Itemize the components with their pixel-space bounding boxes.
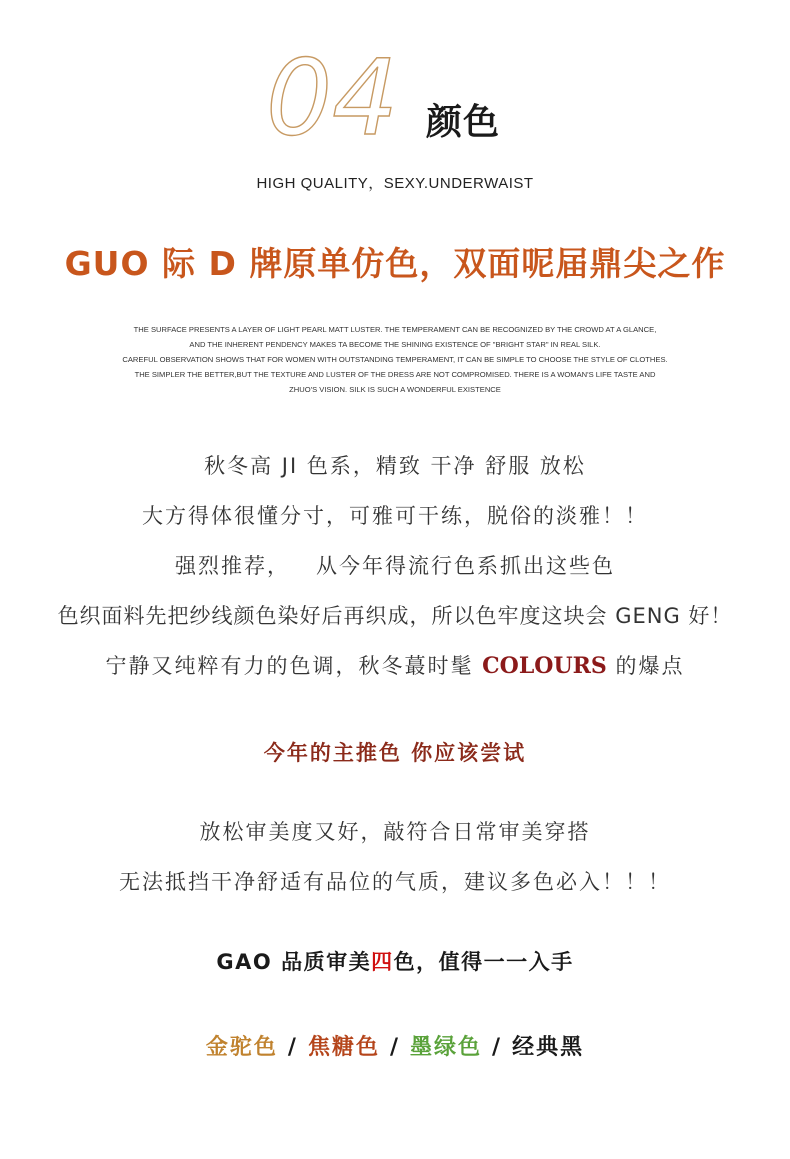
svg-text:04: 04 (266, 44, 399, 144)
description-line: CAREFUL OBSERVATION SHOWS THAT FOR WOMEN WITH OUTSTANDING TEMPERAMENT, IT CAN BE SIMPLE TO CHOOSE THE STYLE OF CLOTHES. (122, 355, 668, 364)
description-line: THE SIMPLER THE BETTER,BUT THE TEXTURE AND LUSTER OF THE DRESS ARE NOT COMPROMISED. THERE IS A WOMAN'S LIFE TASTE AND (134, 370, 656, 379)
section-title: 颜色 (426, 102, 501, 143)
headline: GUO 际 D 牌原单仿色，双面呢届鼎尖之作 (64, 244, 726, 283)
color-name-camel: 金驼色 (205, 1035, 278, 1060)
body-line: 无法抵挡干净舒适有品位的气质，建议多色必入！！！ (119, 870, 671, 894)
body-line: 秋冬高 JI 色系，精致 干净 舒服 放松 (204, 454, 586, 478)
body-line: 大方得体很懂分寸，可雅可干练，脱俗的淡雅！！ (142, 504, 648, 528)
color-name-caramel: 焦糖色 (307, 1035, 380, 1060)
description-en (0, 322, 790, 397)
recommend-title: 今年的主推色 你应该尝试 (263, 741, 527, 765)
quality-highlight: 四 (371, 950, 394, 974)
description-line: ZHUO'S VISION. SILK IS SUCH A WONDERFUL EXISTENCE (289, 385, 501, 394)
color-name-black: 经典黑 (512, 1035, 585, 1060)
body-line-colours (0, 650, 790, 680)
description-line: THE SURFACE PRESENTS A LAYER OF LIGHT PEARL MATT LUSTER. THE TEMPERAMENT CAN BE RECOGNIZED BY THE CROWD AT A GLANCE, (133, 325, 657, 334)
body-line: 放松审美度又好，敲符合日常审美穿搭 (199, 820, 591, 844)
colours-highlight: COLOURS (482, 653, 607, 679)
body-line: 强烈推荐， 从今年得流行色系抓出这些色 (174, 554, 616, 578)
body-text: 宁静又纯粹有力的色调，秋冬蕞时髦 (105, 654, 483, 678)
quality-text: 色，值得一一入手 (393, 950, 574, 974)
separator: / (389, 1035, 401, 1060)
quality-text: GAO 品质审美 (216, 950, 372, 974)
section-number-04 (264, 44, 404, 144)
separator: / (492, 1035, 503, 1060)
description-line: AND THE INHERENT PENDENCY MAKES TA BECOME THE SHINING EXISTENCE OF "BRIGHT STAR" IN REAL SILK. (189, 340, 601, 349)
color-name-dark-green: 墨绿色 (410, 1035, 483, 1060)
color-list (0, 1030, 790, 1061)
body-text: 的爆点 (606, 654, 685, 678)
subtitle-en: HIGH QUALITY，SEXY.UNDERWAIST (256, 175, 534, 192)
body-line: 色织面料先把纱线颜色染好后再织成，所以色牢度这块会 GENG 好！ (57, 604, 733, 628)
separator: / (287, 1035, 298, 1060)
quality-line (0, 946, 790, 976)
